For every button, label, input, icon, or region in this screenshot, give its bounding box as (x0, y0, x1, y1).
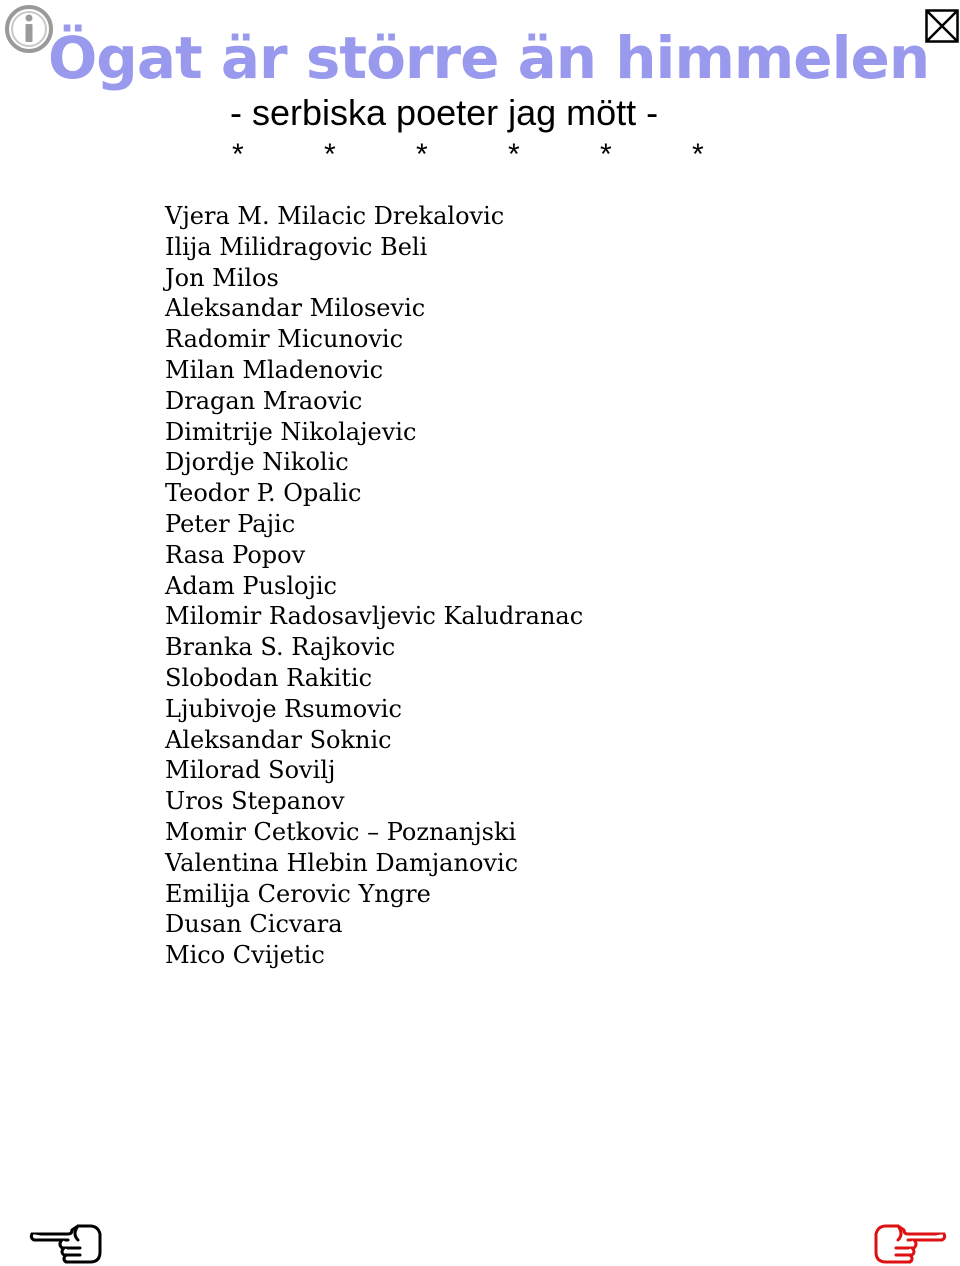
poet-item: Aleksandar Soknic (165, 725, 392, 754)
star-separator: * (600, 138, 612, 171)
star-separator: * (508, 138, 520, 171)
poet-item: Djordje Nikolic (165, 448, 349, 477)
poet-item: Branka S. Rajkovic (165, 633, 396, 662)
poet-item: Dusan Cicvara (165, 910, 343, 939)
hand-pointing-right-icon[interactable] (868, 1222, 948, 1266)
page-subtitle: - serbiska poeter jag mött - (230, 92, 659, 133)
star-divider (232, 140, 732, 170)
poet-item: Ljubivoje Rsumovic (165, 694, 402, 723)
star-separator: * (416, 138, 428, 171)
poet-item: Dimitrije Nikolajevic (165, 417, 417, 446)
poet-item: Ilija Milidragovic Beli (165, 232, 428, 261)
close-icon[interactable] (925, 9, 959, 43)
poet-item: Radomir Micunovic (165, 325, 404, 354)
poet-item: Slobodan Rakitic (165, 663, 373, 692)
poet-item: Peter Pajic (165, 509, 296, 538)
poet-item: Valentina Hlebin Damjanovic (165, 848, 519, 877)
poet-item: Emilija Cerovic Yngre (165, 879, 431, 908)
poet-item: Uros Stepanov (165, 787, 345, 816)
poet-item: Vjera M. Milacic Drekalovic (165, 202, 505, 230)
poet-item: Rasa Popov (165, 540, 306, 569)
poet-item: Milorad Sovilj (165, 756, 336, 785)
page-title: Ögat är större än himmelen (48, 24, 930, 92)
info-icon[interactable] (4, 4, 54, 54)
poet-item: Milan Mladenovic (165, 355, 384, 384)
poet-item: Jon Milos (165, 263, 279, 292)
poet-item: Mico Cvijetic (165, 941, 325, 970)
star-separator: * (324, 138, 336, 171)
poet-item: Milomir Radosavljevic Kaludranac (165, 602, 584, 631)
poet-item: Aleksandar Milosevic (165, 294, 426, 323)
poet-item: Teodor P. Opalic (165, 479, 362, 508)
poet-item: Momir Cetkovic – Poznanjski (165, 817, 517, 846)
hand-pointing-left-icon[interactable] (28, 1222, 104, 1266)
star-separator: * (692, 138, 704, 171)
poet-item: Adam Puslojic (165, 571, 337, 600)
poet-item: Dragan Mraovic (165, 386, 363, 415)
star-separator: * (232, 138, 244, 171)
poet-list (165, 201, 583, 971)
